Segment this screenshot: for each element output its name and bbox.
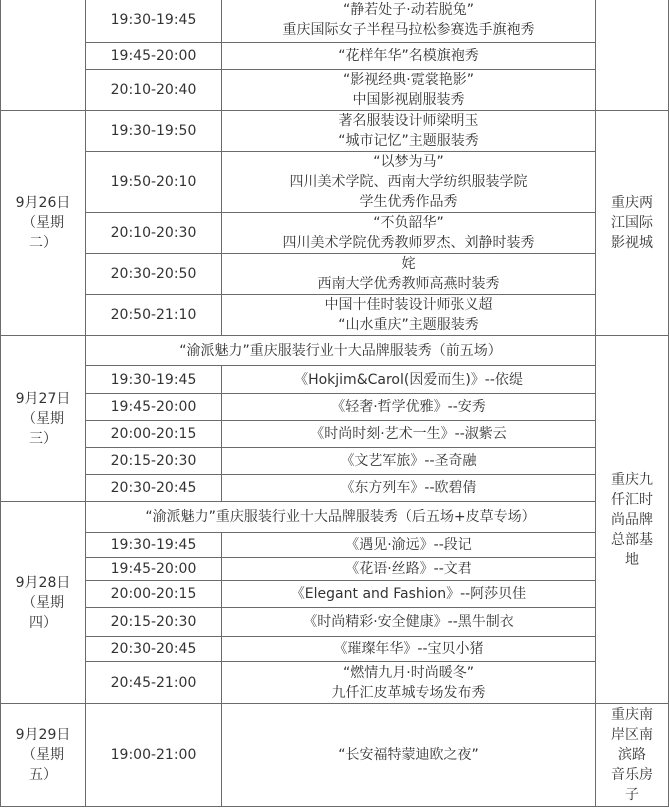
show-line: “静若处子·动若脱兔” [343,2,474,18]
time-cell: 19:30-19:45 [86,0,222,43]
show-cell [222,533,596,558]
time-cell: 20:10-20:40 [86,70,222,111]
show-line: 《璀璨年华》--宝贝小猪 [333,641,484,657]
date-line: （星期 [22,747,64,763]
time-cell: 19:45-20:00 [86,558,222,581]
date-line: 五） [29,767,57,783]
show-line: “燃情九月·时尚暖冬” [343,664,474,681]
time-cell: 20:10-20:30 [86,213,222,254]
show-cell [222,662,596,704]
show-line: 四川美术学院、西南大学纺织服装学院 [289,174,528,190]
show-line: “影视经典·霓裳艳影” [343,72,474,88]
table-row [1,502,669,533]
show-line: 著名服装设计师梁明玉 [338,113,479,129]
table-row [1,213,669,254]
time-cell: 19:30-19:45 [86,366,222,394]
date-line: （星期 [22,410,64,427]
show-line: 西南大学优秀教师高燕时装秀 [317,276,500,292]
time-cell: 19:45-20:00 [86,43,222,70]
venue-cell-empty [596,0,669,111]
show-cell [222,558,596,581]
table-row [1,43,669,70]
table-row [1,254,669,295]
date-cell-empty [1,0,86,111]
time-cell: 19:50-20:10 [86,152,222,213]
section-header: “渝派魅力”重庆服装行业十大品牌服装秀（前五场） [86,336,596,366]
show-line: “花样年华”名模旗袍秀 [338,48,479,64]
time-cell: 20:30-20:45 [86,637,222,662]
venue-line: 音乐房 [611,767,653,783]
show-line: 重庆国际女子半程马拉松参赛选手旗袍秀 [282,22,535,38]
table-row [1,70,669,111]
venue-line: 江国际 [611,215,653,231]
table-row [1,394,669,421]
date-line: 9月28日 [15,574,71,591]
time-cell: 20:00-20:15 [86,421,222,448]
venue-line: 重庆两 [611,195,653,211]
show-line: 九仟汇皮革城专场发布秀 [331,684,486,701]
venue-line: 尚品牌 [611,511,653,528]
time-cell: 20:30-20:45 [86,475,222,502]
time-cell: 20:45-21:00 [86,662,222,704]
date-cell [1,336,86,502]
show-cell [222,213,596,254]
show-line: 姹 [401,256,416,272]
show-line: 学生优秀作品秀 [359,194,458,210]
show-line: 《遇见·渝远》--段记 [345,537,472,553]
show-cell: 《轻奢·哲学优雅》--安秀 [222,394,596,421]
time-cell: 20:15-20:30 [86,448,222,475]
table-row [1,421,669,448]
venue-line: 总部基 [611,531,653,548]
show-cell: 《文艺军旅》--圣奇融 [222,448,596,475]
date-line: 三） [29,430,57,447]
venue-cell [596,336,669,704]
show-line: “以梦为马” [373,154,444,170]
date-cell [1,111,86,336]
show-cell: 《时尚时刻·艺术一生》--淑紫云 [222,421,596,448]
date-cell [1,704,86,807]
show-cell: “长安福特蒙迪欧之夜” [222,704,596,807]
time-cell: 19:30-19:50 [86,111,222,152]
show-cell [222,0,596,43]
time-cell: 19:00-21:00 [86,704,222,807]
table-row [1,637,669,662]
table-row [1,581,669,608]
date-line: 二） [29,235,57,251]
table-row [1,336,669,366]
show-cell [222,608,596,637]
time-cell: 19:30-19:45 [86,533,222,558]
date-line: （星期 [22,215,64,231]
date-line: 9月29日 [15,727,71,743]
table-row [1,111,669,152]
show-line: “山水重庆”主题服装秀 [338,317,479,333]
show-cell [222,295,596,336]
venue-line: 仟汇时 [611,491,653,508]
date-cell [1,502,86,704]
time-cell: 19:45-20:00 [86,394,222,421]
venue-line: 重庆南 [611,707,653,723]
show-cell: 《东方列车》--欧碧倩 [222,475,596,502]
table-row [1,533,669,558]
table-row [1,152,669,213]
table-row [1,662,669,704]
table-row [1,704,669,807]
venue-cell [596,111,669,336]
table-row [1,366,669,394]
venue-line: 子 [625,787,639,803]
show-cell [222,637,596,662]
show-line: 中国十佳时装设计师张义超 [324,297,493,313]
table-row [1,558,669,581]
time-cell: 20:50-21:10 [86,295,222,336]
venue-line: 岸区南 [611,727,653,743]
section-header: “渝派魅力”重庆服装行业十大品牌服装秀（后五场+皮草专场） [86,502,596,533]
time-cell: 20:00-20:15 [86,581,222,608]
show-line: “不负韶华” [373,215,444,231]
time-cell: 20:15-20:30 [86,608,222,637]
show-cell [222,254,596,295]
date-line: 四） [29,614,57,631]
show-line: “城市记忆”主题服装秀 [338,133,479,149]
show-cell [222,152,596,213]
venue-line: 地 [625,551,639,568]
show-cell [222,43,596,70]
show-cell [222,70,596,111]
venue-line: 影视城 [611,235,653,251]
time-cell: 20:30-20:50 [86,254,222,295]
show-line: 四川美术学院优秀教师罗杰、刘静时装秀 [282,235,535,251]
venue-line: 重庆九 [611,471,653,488]
show-cell: 《Hokjim&Carol(因爱而生)》--依缇 [222,366,596,394]
show-cell [222,111,596,152]
table-row [1,448,669,475]
venue-cell [596,704,669,807]
date-line: （星期 [22,594,64,611]
show-line: 《Elegant and Fashion》--阿莎贝佳 [290,586,527,602]
date-line: 9月26日 [15,195,71,211]
date-line: 9月27日 [15,390,71,407]
show-line: 中国影视剧服装秀 [352,92,465,108]
show-cell [222,581,596,608]
table-row [1,0,669,43]
venue-line: 滨路 [618,747,646,763]
table-row [1,295,669,336]
table-row [1,475,669,502]
table-row [1,608,669,637]
show-line: 《时尚精彩·安全健康》--黑牛制衣 [303,614,514,630]
show-line: 《花语·丝路》--文君 [345,561,472,577]
